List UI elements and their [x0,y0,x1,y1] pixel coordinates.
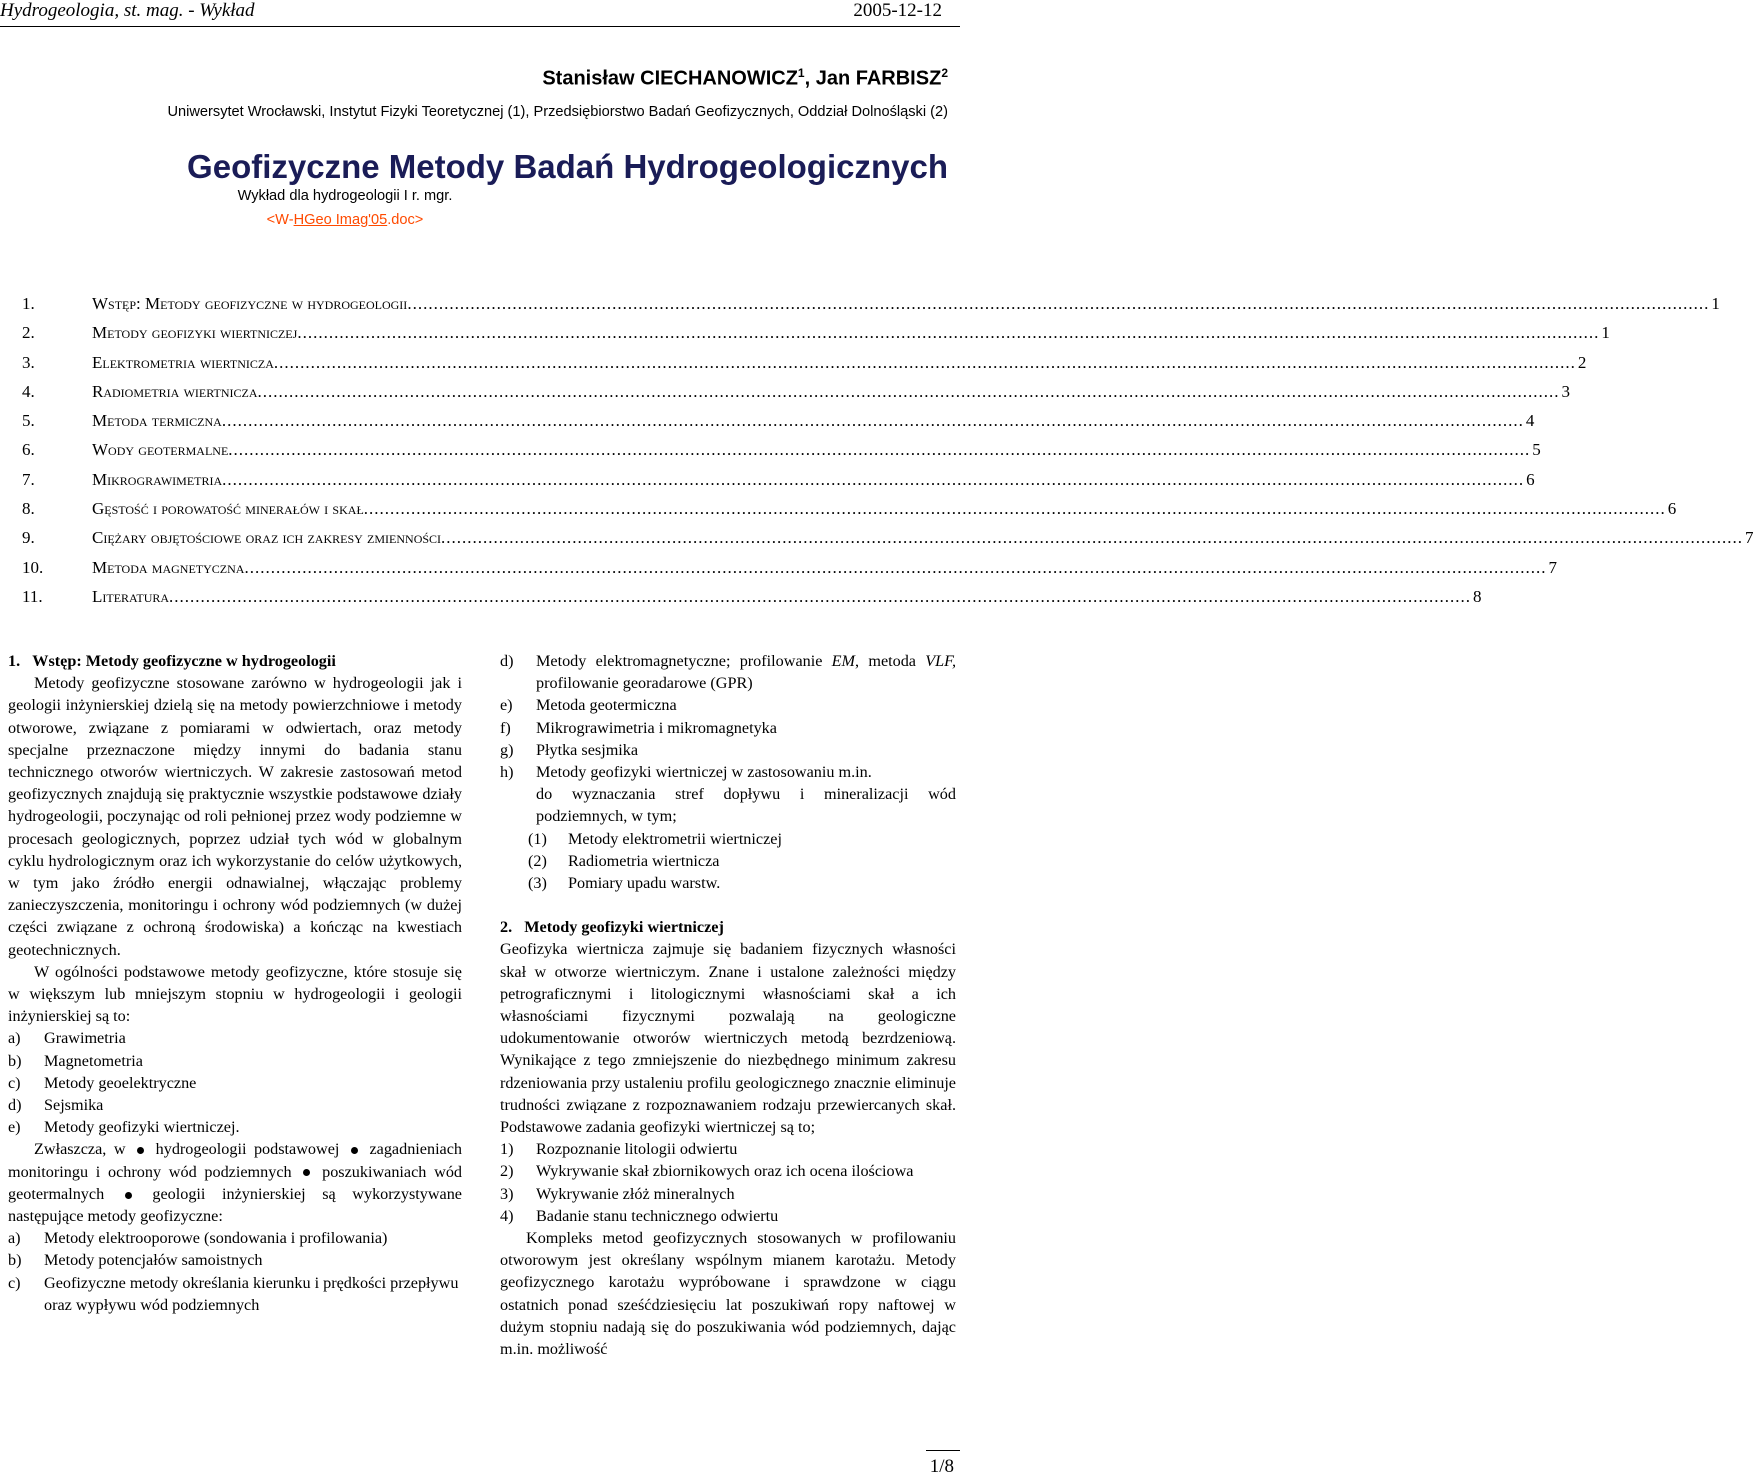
list-text: Badanie stanu technicznego odwiertu [536,1206,779,1225]
toc-leader-dots: ........................................................................................................................................................................................................................................................ [297,323,1600,343]
toc-entry-page: 4 [1525,411,1535,431]
toc-leader-dots: ........................................................................................................................................................................................................................................................ [363,499,1666,519]
list-item [8,1094,462,1116]
toc-leader-dots: ........................................................................................................................................................................................................................................................ [441,528,1744,548]
toc-entry-page: 8 [1473,586,1482,606]
document-subtitle: Wykład dla hydrogeologii I r. mgr. [237,188,453,204]
toc-entry-number: 6. [22,440,35,460]
list-text: Metody potencjałów samoistnych [44,1251,263,1270]
toc-entry[interactable] [22,411,1535,440]
toc-entry[interactable] [22,440,1541,469]
list-text: Metoda geotermiczna [536,696,677,715]
list-marker: e) [8,1118,21,1137]
section-1-heading: 1. Wstęp: Metody geofizyczne w hydrogeologii [8,652,336,670]
toc-entry-page: 7 [1548,557,1557,577]
toc-leader-dots: ........................................................................................................................................................................................................................................................ [222,469,1525,489]
toc-leader-dots: ........................................................................................................................................................................................................................................................ [228,440,1531,460]
author-1: Stanisław CIECHANOWICZ [542,67,798,90]
list-marker: (3) [528,874,547,893]
toc-entry[interactable] [22,469,1535,499]
list-marker: d) [8,1096,22,1115]
list-item-h-continuation: do wyznaczania stref dopływu i mineralizacji wód podziemnych, w tym; [536,785,956,826]
list-item [8,1249,462,1271]
list-item [500,850,956,872]
list-text: Rozpoznanie litologii odwiertu [536,1140,738,1159]
section-1-paragraph-2: W ogólności podstawowe metody geofizyczne, które stosuje się w większym lub mniejszym stopniu w hydrogeologii i geologii inżynierskiej są to: [8,962,462,1026]
section-2-paragraph-1: Geofizyka wiertnicza zajmuje się badaniem fizycznych własności skał w otworze wiertniczym. Znane i ustalone zależności między petrograficznymi i litologicznymi własnościami skał a ich własnościami fizycznymi pozwalają na geologiczne udokumentowanie otworów wiertniczych metodą bezrdzeniową. Wynikające z tego zmniejszenie do niezbędnego minimum zakresu rdzeniowania przy ustaleniu profilu geologicznego znacznie eliminuje trudności związane z rozpoznawaniem rodzaju przewiercanych skał. Podstawowe zadania geofizyki wiertniczej są to; [500,940,956,1137]
list-item: d) Metody elektromagnetyczne; profilowanie EM, metoda VLF, profilowanie georadarowe (GPR) [500,652,957,693]
document-title: Geofizyczne Metody Badań Hydrogeologicznych [187,148,948,185]
page-number-rule [926,1450,960,1451]
methods-list-continued [500,694,956,783]
list-item [500,761,956,783]
toc-leader-dots: ........................................................................................................................................................................................................................................................ [221,411,1524,431]
list-item [500,872,956,894]
list-marker: c) [8,1273,21,1292]
toc-entry-page: 1 [1601,323,1610,343]
list-item [8,1272,462,1316]
list-item [8,1116,462,1138]
affiliation: Uniwersytet Wrocławski, Instytut Fizyki Teoretycznej (1), Przedsiębiorstwo Badań Geofizycznych, Oddział Dolnośląski (2) [167,104,948,120]
toc-entry-title: Mikrograwimetria [92,469,223,489]
section-2-paragraph-2: Kompleks metod geofizycznych stosowanych w profilowaniu otworowym jest określany wspólnym mianem karotażu. Metody geofizycznego karotażu wypróbowane i sprawdzone w ciągu ostatnich ponad sześćdziesięciu lat poszukiwań ropy naftowej w dużym stopniu nadają się do poszukiwania wód podziemnych, dając m.in. możliwość [500,1229,956,1359]
toc-leader-dots: ........................................................................................................................................................................................................................................................ [169,586,1472,606]
page-number: 1/8 [929,1456,954,1477]
list-item [500,1205,956,1227]
toc-entry-page: 6 [1526,469,1535,489]
author-1-affil: 1 [797,66,805,80]
toc-entry-number: 10. [22,557,44,577]
bullet-icon [137,1147,144,1154]
list-item [500,717,956,739]
list-marker: a) [8,1029,21,1048]
table-of-contents [22,294,1754,616]
running-header-date: 2005-12-12 [853,0,942,21]
list-marker: a) [8,1229,21,1248]
toc-entry-title: Wstęp: Metody geofizyczne w hydrogeologii [92,294,408,313]
list-marker: e) [500,696,513,715]
header-rule [0,26,960,27]
toc-entry-number: 11. [22,586,43,606]
toc-entry-title: Elektrometria wiertnicza [92,352,274,372]
toc-entry-number: 9. [22,528,35,548]
section-1-paragraph-1: Metody geofizyczne stosowane zarówno w hydrogeologii jak i geologii inżynierskiej dzielą się na metody powierzchniowe i metody otworowe, związane z pomiarami w odwiertach, oraz metody specjalne przeznaczone między innymi do badania stanu technicznego otworów wiertniczych. W zakresie zastosowań metod geofizycznych znajdują się praktycznie wszystkie podstawowe działy hydrogeologii, poczynając od roli pełnionej przez wody podziemne w procesach geologicznych, poprzez udział tych wód w globalnym cyklu hydrologicznym oraz ich wykorzystanie do celów użytkowych, w tym jako źródło energii odnawialnej, włączając problemy zanieczyszczenia, monitoringu i ochrony wód podziemnych (w dużej części związane z ochroną środowiska) a kończąc na kwestiach geotechnicznych. [8,674,462,959]
list-text: Geofizyczne metody określania kierunku i prędkości przepływu oraz wypływu wód podziemnych [44,1273,459,1314]
running-header-left: Hydrogeologia, st. mag. - Wykład [0,0,255,21]
list-marker: h) [500,763,514,782]
section-1-paragraph-3: Zwłaszcza, w hydrogeologii podstawowej zagadnieniach monitoringu i ochrony wód podziemnych poszukiwaniach wód geotermalnych geologii inżynierskiej są wykorzystywane następujące metody geofizyczne: [8,1140,463,1226]
list-marker: 3) [500,1184,514,1203]
list-text: Radiometria wiertnicza [568,851,720,870]
list-text: Metody geoelektryczne [44,1073,197,1092]
toc-entry-title: Radiometria wiertnicza [92,381,258,401]
bullet-icon [125,1192,132,1199]
toc-entry-title: Gęstość i porowatość minerałów i skał [92,499,364,519]
borehole-tasks-list [500,1138,956,1227]
list-text: Metody geofizyki wiertniczej w zastosowaniu m.in. [536,763,872,782]
authors-line [542,66,948,91]
list-item [500,694,956,716]
list-text: Wykrywanie skał zbiornikowych oraz ich ocena ilościowa [536,1162,914,1181]
file-reference-underlined: HGeo Imag'05 [293,212,388,228]
list-item [8,1227,462,1249]
list-item [500,1183,956,1205]
list-marker: g) [500,740,514,759]
list-marker: b) [8,1251,22,1270]
list-text: Pomiary upadu warstw. [568,874,721,893]
author-2-affil: 2 [941,66,948,80]
toc-entry-number: 5. [22,411,35,431]
section-2-heading: 2. Metody geofizyki wiertniczej [500,918,724,937]
list-text: Metody elektrooporowe (sondowania i profilowania) [44,1229,388,1248]
toc-entry[interactable] [22,528,1754,557]
list-item [500,828,956,850]
toc-entry-number: 8. [22,499,35,519]
list-item [8,1027,462,1049]
toc-entry[interactable] [22,294,1720,323]
list-marker: b) [8,1051,22,1070]
list-text: Grawimetria [44,1029,126,1048]
file-reference-link[interactable]: <W-HGeo Imag'05.doc> [266,212,424,228]
toc-leader-dots: ........................................................................................................................................................................................................................................................ [244,557,1547,577]
toc-entry-number: 1. [22,294,35,313]
list-item [8,1072,462,1094]
list-marker: c) [8,1073,21,1092]
toc-entry[interactable] [22,499,1677,528]
list-marker: 1) [500,1140,514,1159]
list-marker: 4) [500,1206,514,1225]
list-text: Metody elektrometrii wiertniczej [568,829,782,848]
toc-entry-page: 6 [1667,499,1677,519]
toc-entry-page: 5 [1532,440,1541,460]
toc-entry-number: 7. [22,469,35,489]
toc-entry[interactable] [22,323,1610,352]
right-column [500,650,956,1360]
list-text: Metody geofizyki wiertniczej. [44,1118,240,1137]
toc-entry-page: 2 [1577,352,1587,372]
toc-entry-title: Metody geofizyki wiertniczej [92,323,298,343]
toc-entry-number: 2. [22,323,35,343]
list-item [500,739,956,761]
toc-entry-page: 7 [1745,528,1754,548]
toc-entry-title: Literatura [92,586,170,606]
toc-entry-page: 3 [1561,381,1571,401]
list-marker: (1) [528,829,547,848]
author-2: , Jan FARBISZ [804,67,942,90]
list-text: Płytka sesjmika [536,740,639,759]
list-text: Magnetometria [44,1051,143,1070]
list-marker: (2) [528,851,547,870]
toc-leader-dots: ........................................................................................................................................................................................................................................................ [273,352,1576,372]
left-column [8,650,462,1316]
toc-entry[interactable] [22,381,1571,411]
toc-entry-title: Wody geotermalne [92,440,229,460]
toc-entry-title: Ciężary objętościowe oraz ich zakresy zmienności [92,528,442,548]
toc-entry-number: 3. [22,352,35,372]
bullet-icon [303,1169,310,1176]
toc-entry[interactable] [22,352,1587,382]
toc-leader-dots: ........................................................................................................................................................................................................................................................ [257,381,1560,401]
toc-leader-dots: ........................................................................................................................................................................................................................................................ [407,294,1710,313]
applied-methods-list [8,1227,462,1316]
toc-entry-page: 1 [1711,294,1720,313]
list-marker: 2) [500,1162,514,1181]
bullet-icon [351,1147,358,1154]
toc-entry-number: 4. [22,381,35,401]
list-text: Sejsmika [44,1096,104,1115]
list-item [500,1160,956,1182]
list-text: Wykrywanie złóż mineralnych [536,1184,735,1203]
list-marker: f) [500,718,511,737]
toc-entry-title: Metoda magnetyczna [92,557,245,577]
methods-list [8,1027,462,1138]
toc-entry[interactable] [22,586,1482,616]
list-item [500,1138,956,1160]
toc-entry[interactable] [22,557,1557,587]
borehole-sublist [500,828,956,895]
list-text: Mikrograwimetria i mikromagnetyka [536,718,777,737]
list-item [8,1050,462,1072]
toc-entry-title: Metoda termiczna [92,411,222,431]
